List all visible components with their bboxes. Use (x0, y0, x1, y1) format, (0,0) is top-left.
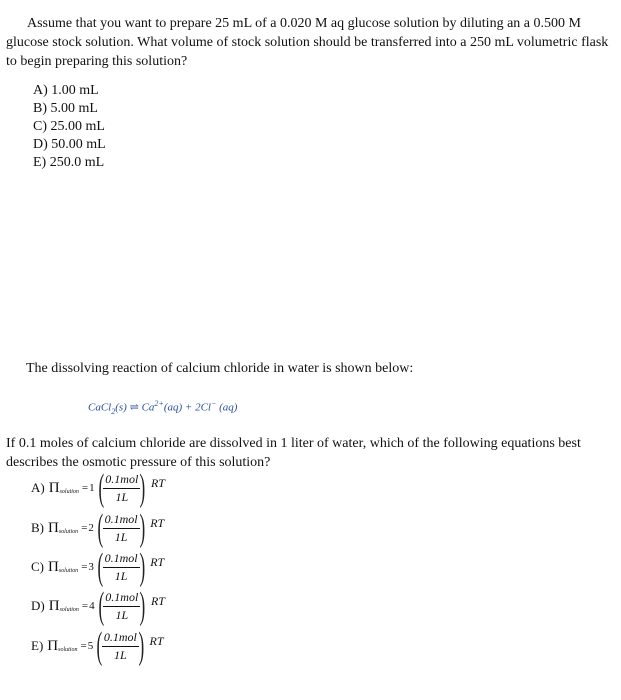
calcium-ion-state: (aq) (163, 401, 183, 414)
question-2-option-c[interactable] (31, 547, 164, 587)
option-letter: A) (31, 480, 45, 495)
concentration-fraction (103, 551, 140, 584)
question-2-option-a[interactable] (31, 468, 165, 508)
product-chloride-ion: 2Cl (195, 401, 211, 414)
left-parenthesis: ( (96, 625, 103, 667)
concentration-fraction (103, 472, 140, 505)
osmotic-pressure-symbol: Π (48, 558, 59, 575)
chloride-ion-charge: − (210, 399, 217, 408)
question-2-intro: The dissolving reaction of calcium chloride in water is shown below: (26, 361, 414, 376)
vant-hoff-coefficient: 4 (89, 600, 95, 612)
option-letter: C) (31, 559, 44, 574)
question-1-options (33, 82, 106, 172)
question-1-text: Assume that you want to prepare 25 mL of a 0.020 M aq glucose solution by diluting an a 0.500 M glucose stock solution. What volume of stock solution should be transferred into a 250 mL volumetric flask to begin preparing this solution? (6, 16, 609, 69)
concentration-fraction (103, 512, 140, 545)
osmotic-pressure-symbol: Π (48, 519, 59, 536)
vant-hoff-coefficient: 1 (89, 482, 95, 494)
reactant: CaCl (88, 401, 112, 414)
question-2-option-b[interactable] (31, 508, 164, 548)
solution-subscript: solution (58, 647, 78, 653)
question-1-option-a[interactable]: A) 1.00 mL (33, 83, 99, 98)
equilibrium-arrow: ⇌ (129, 401, 139, 414)
chloride-ion-state: (aq) (219, 401, 238, 414)
solution-subscript: solution (58, 568, 79, 574)
left-parenthesis: ( (97, 546, 104, 588)
fraction-numerator: 0.1mol (103, 472, 140, 489)
fraction-numerator: 0.1mol (103, 551, 140, 568)
option-letter: D) (31, 598, 45, 613)
fraction-numerator: 0.1mol (102, 630, 139, 647)
question-1-option-e[interactable]: E) 250.0 mL (33, 155, 105, 170)
equals-sign: = (80, 640, 87, 652)
equals-sign: = (81, 522, 88, 534)
rt-term: RT (150, 554, 165, 569)
right-parenthesis: ) (138, 625, 145, 667)
osmotic-pressure-symbol: Π (47, 637, 59, 654)
right-parenthesis: ) (139, 546, 145, 588)
calcium-ion-charge: 2+ (154, 399, 164, 408)
rt-term: RT (150, 515, 165, 530)
reactant-state: (s) (115, 401, 127, 414)
left-parenthesis: ( (97, 507, 104, 549)
vant-hoff-coefficient: 5 (87, 640, 94, 652)
osmotic-pressure-symbol: Π (48, 479, 60, 496)
reactant-subscript: 2 (111, 406, 116, 416)
concentration-fraction (103, 590, 140, 623)
option-letter: B) (31, 520, 44, 535)
option-letter: E) (31, 638, 44, 653)
question-1-option-d[interactable]: D) 50.00 mL (33, 137, 106, 152)
right-parenthesis: ) (139, 507, 145, 549)
fraction-denominator: 1L (114, 568, 128, 583)
equals-sign: = (81, 600, 89, 612)
fraction-numerator: 0.1mol (103, 512, 140, 529)
concentration-fraction (102, 630, 139, 663)
question-2-option-d[interactable] (31, 586, 165, 626)
plus-sign: + (184, 401, 193, 414)
dissolving-reaction-equation (88, 399, 237, 416)
solution-subscript: solution (58, 529, 79, 535)
question-2-text: If 0.1 moles of calcium chloride are dissolved in 1 liter of water, which of the following equations best describes the osmotic pressure of this solution? (6, 436, 581, 470)
question-2-option-e[interactable] (31, 626, 164, 666)
rt-term: RT (149, 633, 164, 648)
left-parenthesis: ( (98, 585, 104, 627)
rt-term: RT (150, 593, 165, 608)
fraction-numerator: 0.1mol (103, 590, 140, 607)
product-calcium-ion: Ca (141, 401, 155, 414)
fraction-denominator: 1L (114, 529, 128, 544)
question-1-option-b[interactable]: B) 5.00 mL (33, 101, 98, 116)
solution-subscript: solution (59, 489, 79, 495)
fraction-denominator: 1L (115, 607, 129, 622)
fraction-denominator: 1L (115, 489, 129, 504)
equals-sign: = (81, 482, 89, 494)
right-parenthesis: ) (139, 467, 146, 509)
rt-term: RT (150, 475, 165, 490)
solution-subscript: solution (59, 607, 79, 613)
fraction-denominator: 1L (114, 647, 127, 662)
question-1-option-c[interactable]: C) 25.00 mL (33, 119, 105, 134)
vant-hoff-coefficient: 3 (88, 561, 94, 573)
right-parenthesis: ) (139, 585, 146, 627)
left-parenthesis: ( (98, 467, 104, 509)
equals-sign: = (81, 561, 88, 573)
vant-hoff-coefficient: 2 (88, 522, 94, 534)
osmotic-pressure-symbol: Π (48, 597, 60, 614)
